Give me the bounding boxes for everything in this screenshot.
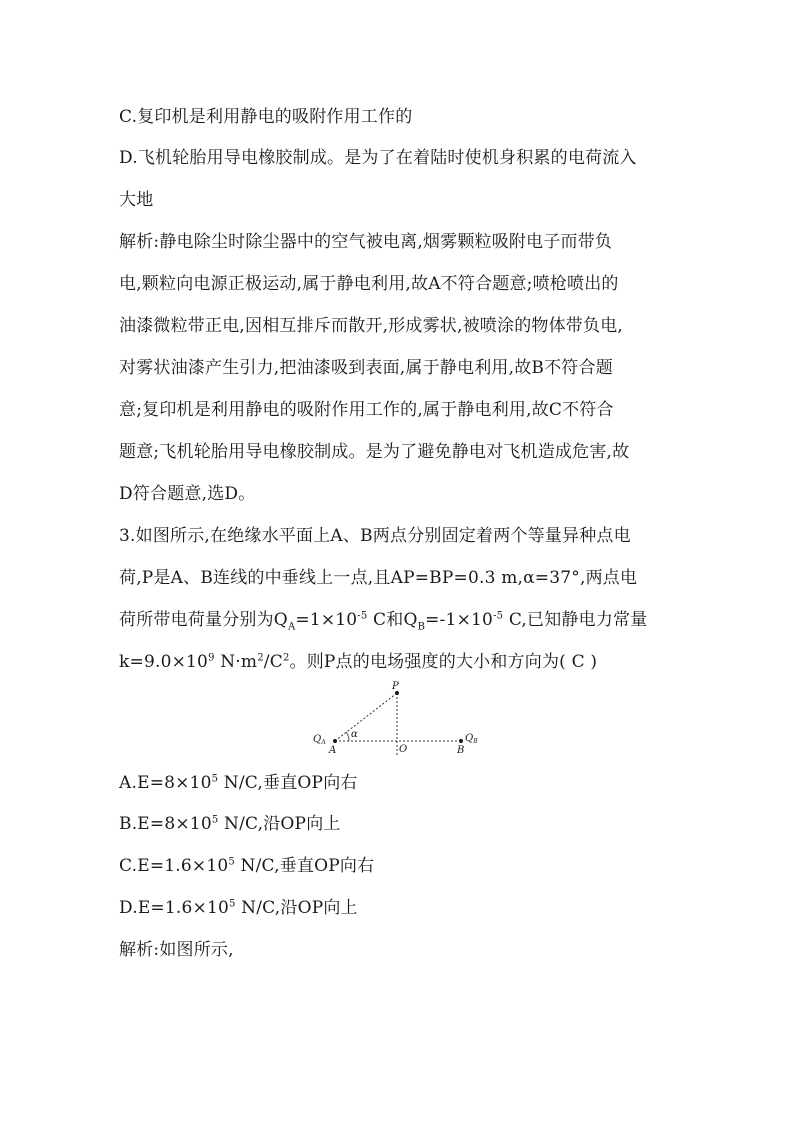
label-alpha: α xyxy=(351,729,358,740)
option-d-text: D.飞机轮胎用导电橡胶制成。是为了在着陆时使机身积累的电荷流入 xyxy=(119,148,637,168)
analysis-line-6: 题意;飞机轮胎用导电橡胶制成。是为了避免静电对飞机造成危害,故 xyxy=(119,442,630,462)
question-3-line-2: 荷,P是A、B连线的中垂线上一点,且AP=BP=0.3 m,α=37°,两点电 xyxy=(119,568,638,588)
point-a xyxy=(333,739,337,743)
option-c: $C.E=1.6\times 10^5$ N/C,垂直OP向右 xyxy=(119,856,375,876)
analysis-line-2: 电,颗粒向电源正极运动,属于静电利用,故A不符合题意;喷枪喷出的 xyxy=(119,274,619,294)
option-a: $A.E=8\times 10^5$ N/C,垂直OP向右 xyxy=(119,773,358,793)
option-c-text: C.复印机是利用静电的吸附作用工作的 xyxy=(119,107,413,127)
analysis-line-3: 油漆微粒带正电,因相互排斥而散开,形成雾状,被喷涂的物体带负电, xyxy=(119,316,624,336)
label-b: B xyxy=(457,745,465,756)
option-d: $D.E=1.6\times 10^5$ N/C,沿OP向上 xyxy=(119,898,358,918)
option-d-text-cont: 大地 xyxy=(119,190,154,210)
point-b xyxy=(459,739,463,743)
question-3-line-3: 荷所带电荷量分别为$Q_A=1\times 10^{-5}$ C和$Q_B=-1\times 10^{-5}$ C,已知静电力常量 xyxy=(119,610,648,633)
analysis-start: 解析:如图所示, xyxy=(119,940,234,960)
question-3-line-1: 3.如图所示,在绝缘水平面上A、B两点分别固定着两个等量异种点电 xyxy=(119,526,631,546)
charge-diagram xyxy=(305,676,495,764)
analysis-line-7: D符合题意,选D。 xyxy=(119,484,256,504)
analysis-line-4: 对雾状油漆产生引力,把油漆吸到表面,属于静电利用,故B不符合题 xyxy=(119,358,613,378)
analysis-line-1: 解析:静电除尘时除尘器中的空气被电离,烟雾颗粒吸附电子而带负 xyxy=(119,232,613,252)
option-b: $B.E=8\times 10^5$ N/C,沿OP向上 xyxy=(119,814,341,834)
analysis-line-5: 意;复印机是利用静电的吸附作用工作的,属于静电利用,故C不符合 xyxy=(119,400,614,420)
label-qb: $Q_B$ xyxy=(465,733,478,745)
question-3-line-4: $k=9.0\times 10^9$ $N\cdot m^2/C^2$。则P点的电场强度的大小和方向为( C ) xyxy=(119,652,598,672)
label-qa: $Q_A$ xyxy=(313,734,326,746)
label-p: P xyxy=(392,681,399,692)
label-a: A xyxy=(329,745,337,756)
label-o: O xyxy=(399,744,408,755)
